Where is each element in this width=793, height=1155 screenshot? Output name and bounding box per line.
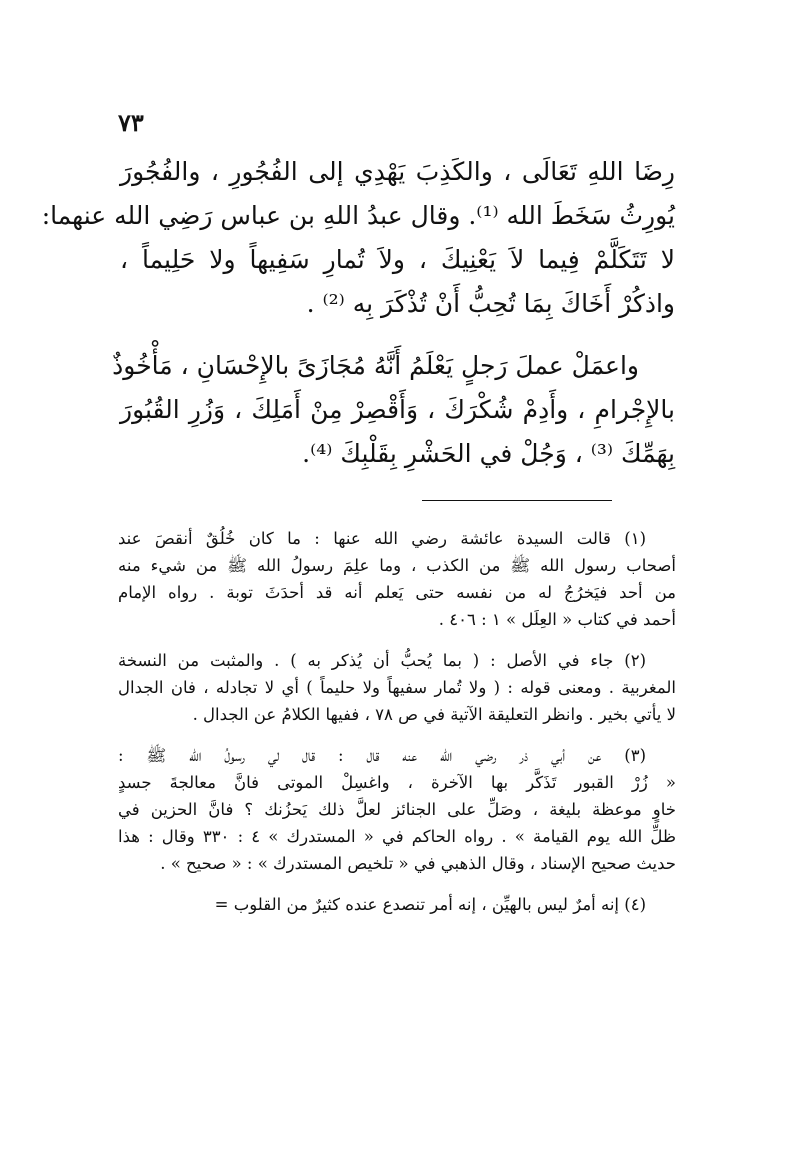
footnote-line: حديث صحيح الإسناد ، وقال الذهبي في « تلخيص المستدرك » : « صحيح » . [160,854,676,873]
text-line: واذكُرْ أَخَاكَ بِمَا تُحِبُّ أَنْ تُذْكَرَ بِه ⁽²⁾ . [306,289,675,318]
footnote-line: ظلِّ الله يوم القيامة » . رواه الحاكم في « المستدرك » ٤ : ٣٣٠ وقال : هذا [118,827,676,846]
text-line: بِهَمِّكَ ⁽³⁾ ، وَجُلْ في الحَشْرِ بِقَلْبِكَ ⁽⁴⁾. [302,439,675,468]
text-line: بالإِجْرامِ ، وأَدِمْ شُكْرَكَ ، وَأَقْصِرْ مِنْ أَمَلِكَ ، وَزُرِ القُبُورَ [120,395,675,424]
text-line: واعمَلْ عملَ رَجلٍ يَعْلَمُ أَنَّهُ مُجَازَىً بالإِحْسَانِ ، مَأْخُوذٌ [112,351,639,380]
page-number: ٧٣ [118,108,144,137]
footnote-line: « زُرْ القبور تَذَكَّر بها الآخرة ، واغسِلْ الموتى فانَّ معالجةَ جسدٍ [118,773,676,792]
footnote-line: (٤) إنه أمرٌ ليس بالهيِّن ، إنه أمر تنصدع عنده كثيرٌ من القلوب = [214,895,646,914]
footnote-line: المغربية . ومعنى قوله : ( ولا تُمار سفيهاً ولا حليماً ) أي لا تجادله ، فان الجدال [118,678,676,697]
footnote-line: من أحد فيَخرُجُ له من نفسه حتى يَعلم أنه قد أحدَثَ توبة . رواه الإمام [118,583,676,602]
text-line: يُورِثُ سَخَطَ الله ⁽¹⁾. وقال عبدُ اللهِ بن عباس رَضِي الله عنهما: [41,201,675,230]
paragraph-gap [120,326,675,344]
footnote-1 [118,525,676,633]
paragraph-1 [41,150,675,326]
footnote-line: (٣) عن أبي ذر رضي الله عنه قال : قال لي رسولُ الله ﷺ : [118,746,646,765]
footnote-4 [118,891,676,918]
footnote-3 [118,742,676,877]
text-line: لا تَتَكَلَّمْ فِيما لاَ يَعْنِيكَ ، ولاَ تُمارِ سَفِيهاً ولا حَلِيماً ، [120,245,675,274]
footnote-separator [422,500,612,501]
main-text [41,150,675,476]
text-line: رِضَا اللهِ تَعَالَى ، والكَذِبَ يَهْدِي إلى الفُجُورِ ، والفُجُورَ [120,157,675,186]
footnote-line: أحمد في كتاب « العِلَل » ١ : ٤٠٦ . [438,610,676,629]
footnotes [118,525,676,932]
footnote-2 [118,647,676,728]
footnote-line: أصحاب رسول الله ﷺ من الكذب ، وما علِمَ رسولُ الله ﷺ من شيء منه [118,556,676,575]
footnote-line: خاوٍ موعظة بليغة ، وصَلِّ على الجنائز لعلَّ ذلك يَحزُنك ؟ فانَّ الحزين في [118,800,676,819]
footnote-line: لا يأتي بخير . وانظر التعليقة الآتية في ص ٧٨ ، ففيها الكلامُ عن الجدال . [192,705,676,724]
paragraph-2 [112,344,675,476]
footnote-line: (٢) جاء في الأصل : ( بما يُحبُّ أن يُذكر به ) . والمثبت من النسخة [118,651,646,670]
footnote-line: (١) قالت السيدة عائشة رضي الله عنها : ما كان خُلُقٌ أنقصَ عند [118,529,646,548]
